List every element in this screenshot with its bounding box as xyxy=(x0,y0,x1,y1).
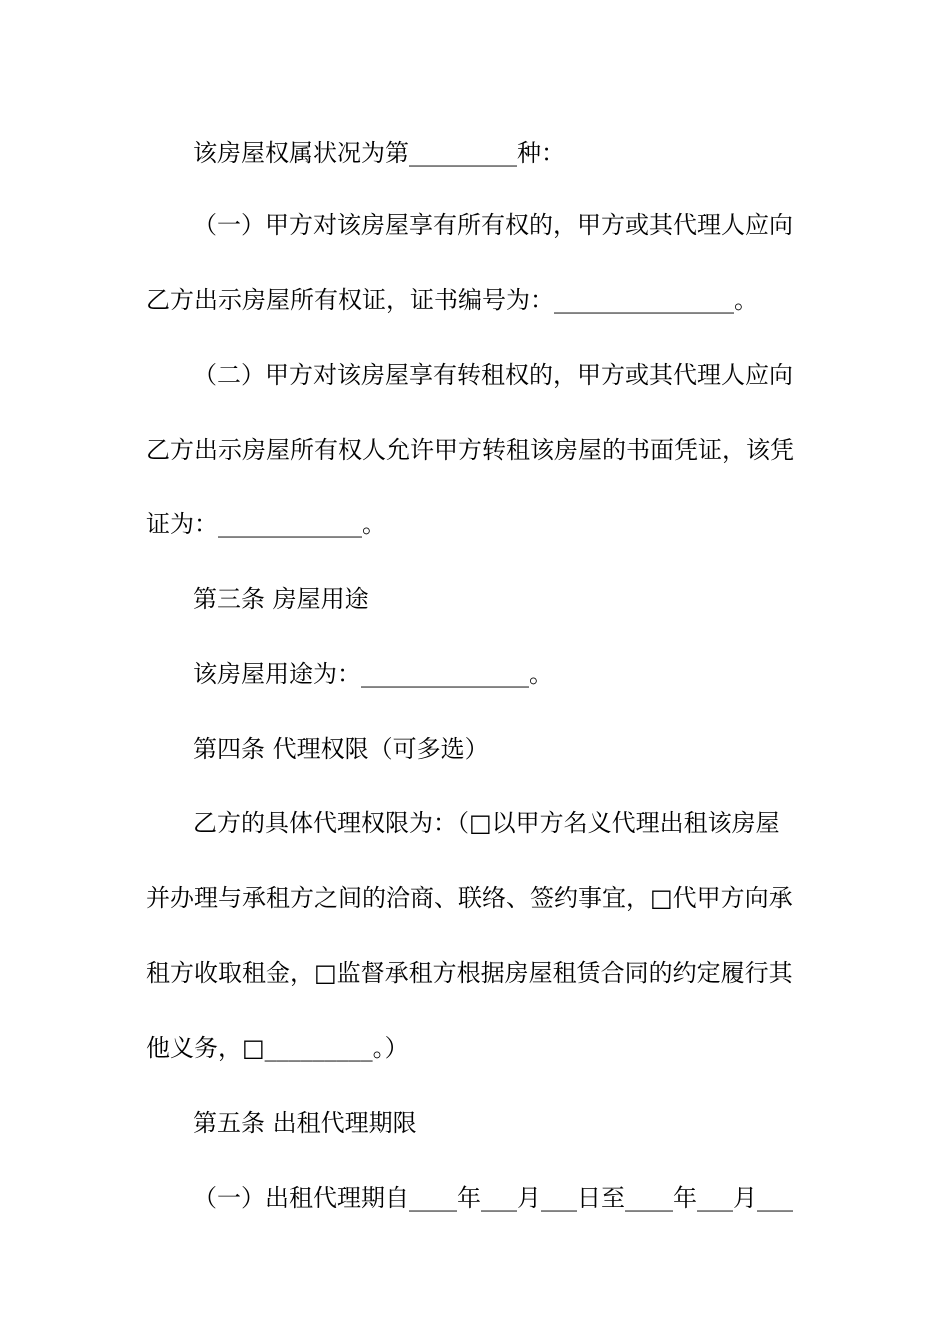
usage-line: 该房屋用途为：______________。 xyxy=(193,660,553,688)
article-4-heading: 第四条 代理权限（可多选） xyxy=(193,735,489,763)
clause-2-line-1: （二）甲方对该房屋享有转租权的，甲方或其代理人应向 xyxy=(193,361,793,389)
article-3-heading: 第三条 房屋用途 xyxy=(193,585,369,613)
article-5-heading: 第五条 出租代理期限 xyxy=(193,1109,417,1137)
ownership-status-line: 该房屋权属状况为第_________种： xyxy=(193,139,565,167)
clause-2-line-2: 乙方出示房屋所有权人允许甲方转租该房屋的书面凭证，该凭 xyxy=(146,436,794,464)
authority-line-4: 他义务，□_________。） xyxy=(146,1034,409,1062)
clause-1-line-1: （一）甲方对该房屋享有所有权的，甲方或其代理人应向 xyxy=(193,211,793,239)
authority-line-1: 乙方的具体代理权限为：（□以甲方名义代理出租该房屋 xyxy=(193,809,780,837)
agency-period-line: （一）出租代理期自____年___月___日至____年___月___ xyxy=(193,1184,793,1212)
authority-line-3: 租方收取租金，□监督承租方根据房屋租赁合同的约定履行其 xyxy=(146,959,793,987)
clause-1-line-2: 乙方出示房屋所有权证，证书编号为：_______________。 xyxy=(146,286,758,314)
authority-line-2: 并办理与承租方之间的洽商、联络、签约事宜，□代甲方向承 xyxy=(146,884,793,912)
clause-2-line-3: 证为：____________。 xyxy=(146,510,386,538)
